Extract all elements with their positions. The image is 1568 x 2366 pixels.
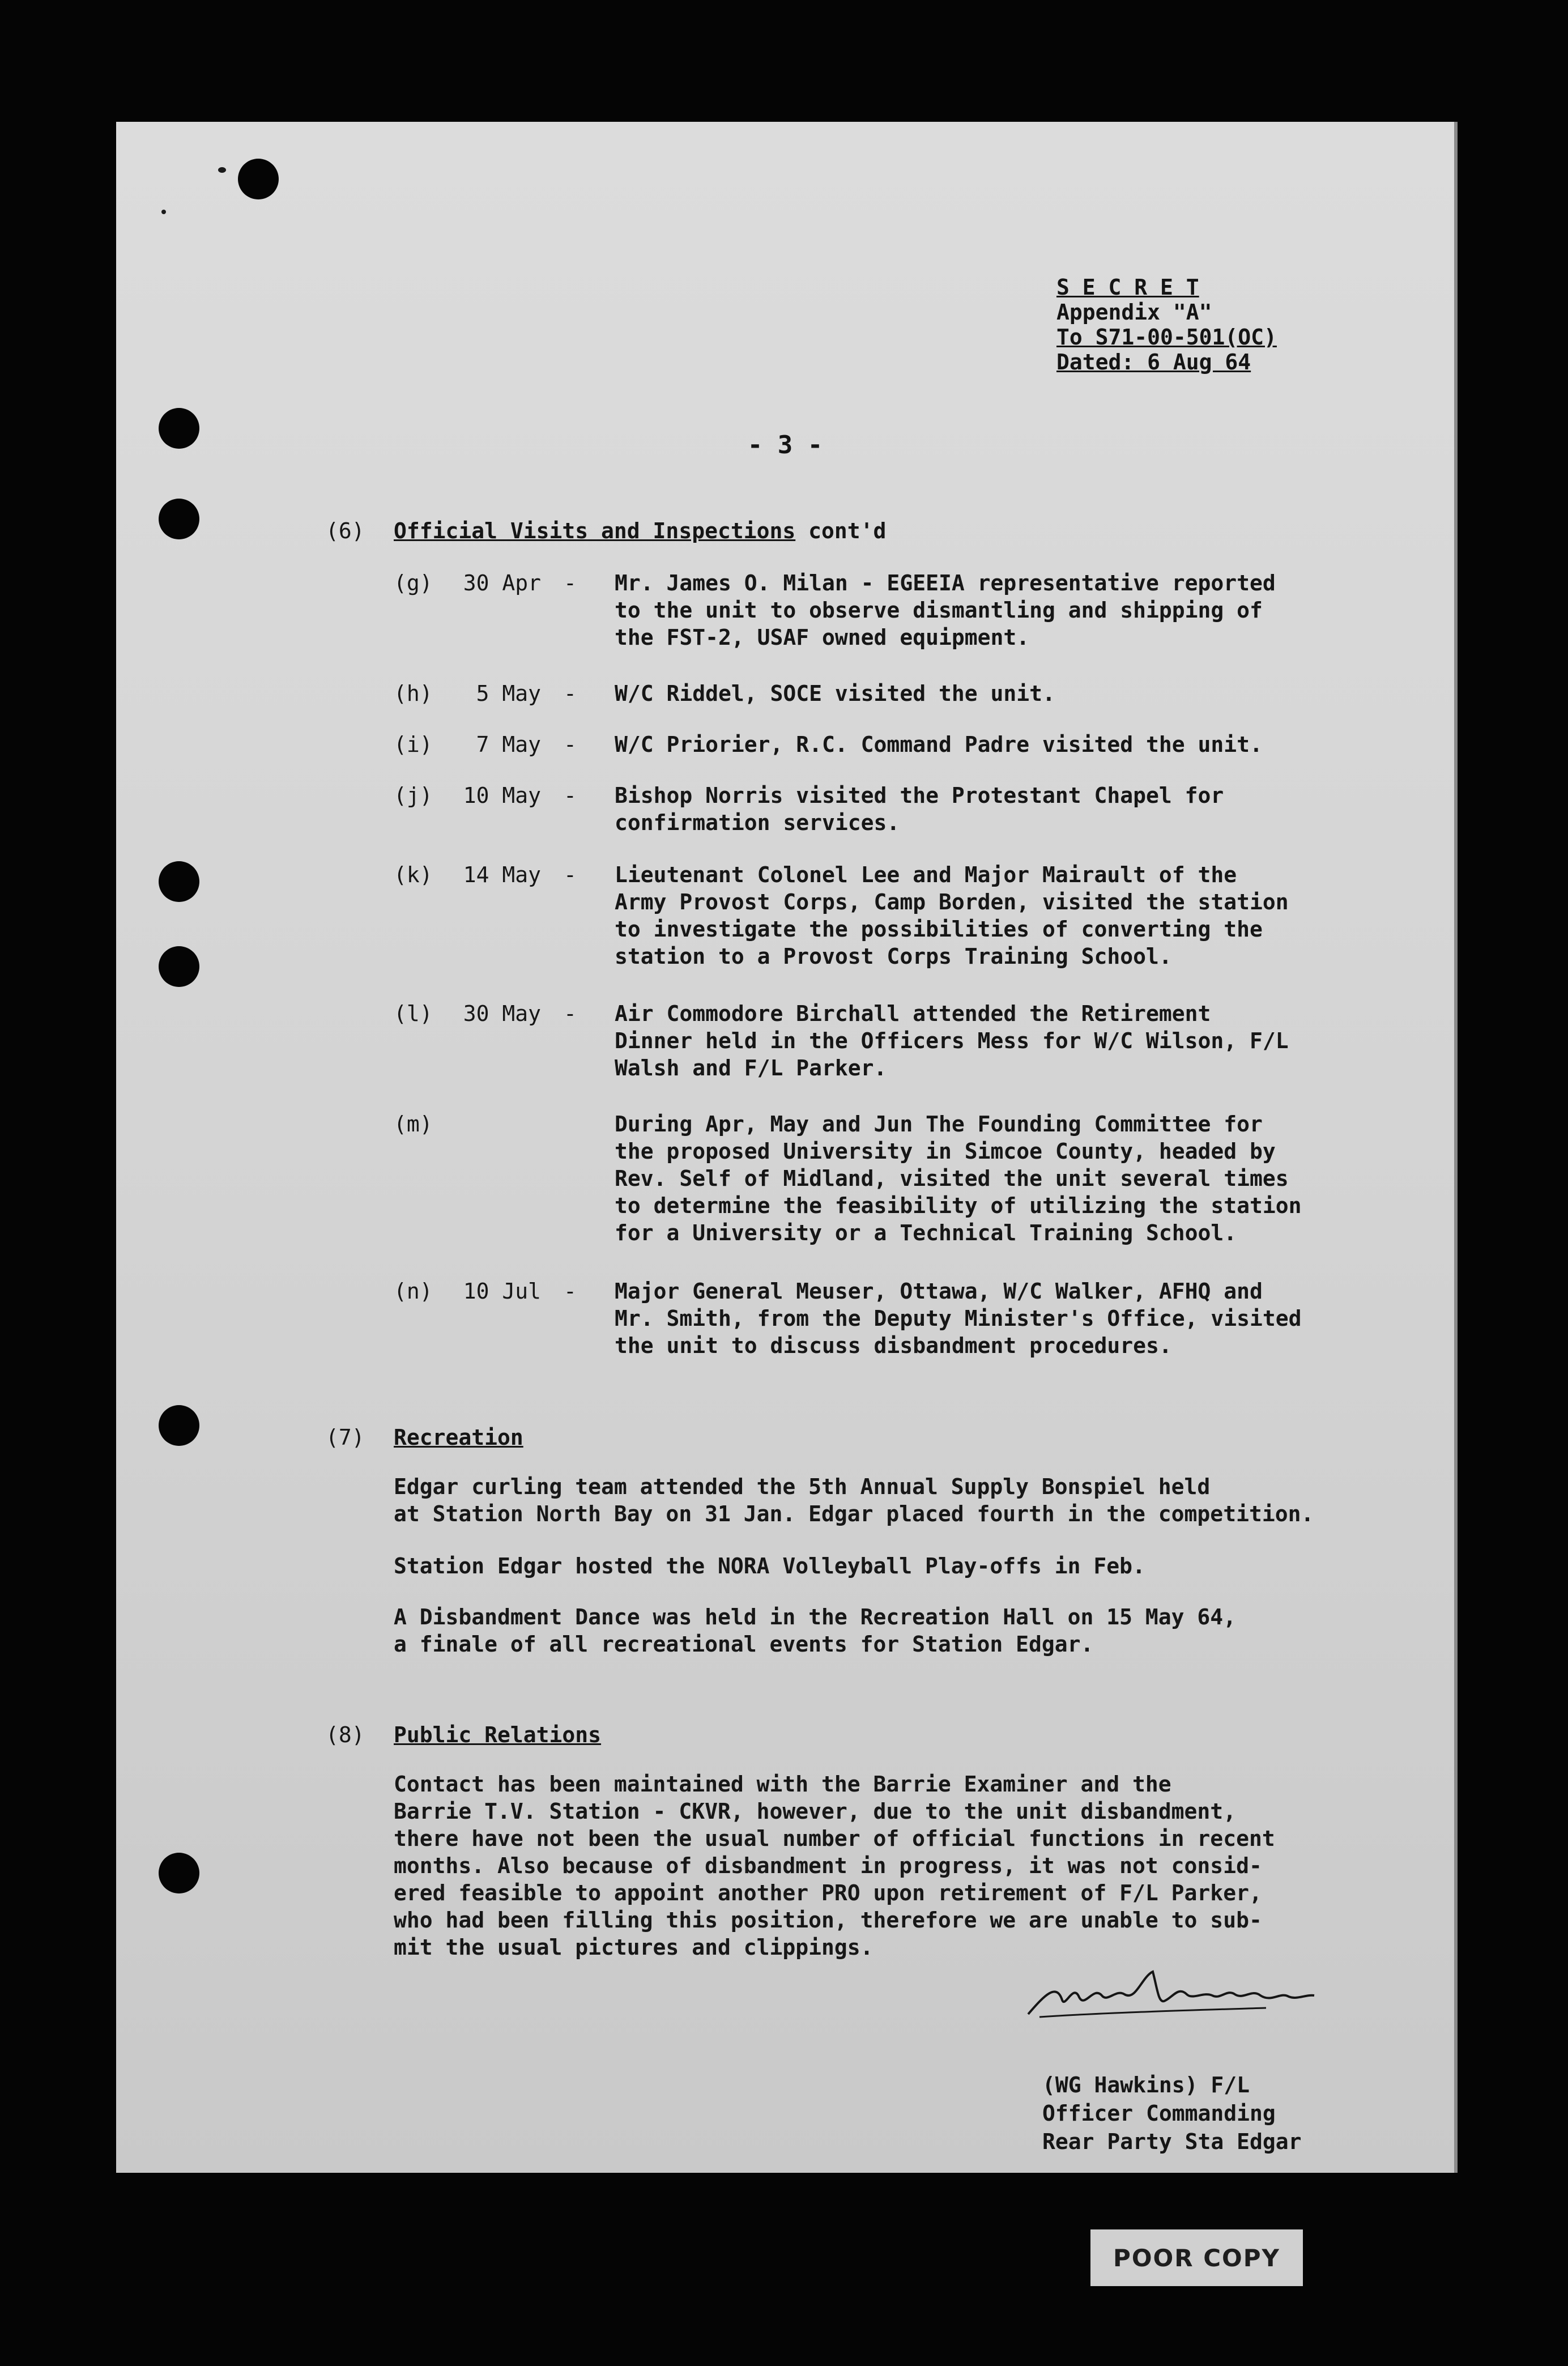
section-title: Recreation <box>394 1425 523 1450</box>
item-text: During Apr, May and Jun The Founding Committee for the proposed University in Simcoe County, headed by Rev. Self of Midland, visited the unit several times to determine the feasibility of utilizing the station for a University or a Technical Training School. <box>615 1112 1302 1245</box>
visit-item-n <box>394 1278 1447 1359</box>
item-text: Major General Meuser, Ottawa, W/C Walker, AFHQ and Mr. Smith, from the Deputy Minister's Office, visited the unit to discuss disbandment procedures. <box>615 1279 1302 1358</box>
section-title: Official Visits and Inspections <box>394 518 796 543</box>
punch-hole-1 <box>238 159 279 199</box>
item-date: 30 May <box>463 1001 541 1026</box>
section-public-relations-heading <box>326 1722 601 1747</box>
visit-item-i <box>394 731 1447 758</box>
punch-hole-7 <box>159 1853 199 1893</box>
item-letter: (m) <box>394 1112 433 1137</box>
item-letter: (l) <box>394 1001 433 1026</box>
item-date: 7 May <box>476 732 541 757</box>
visit-item-l <box>394 1000 1447 1082</box>
item-text: Bishop Norris visited the Protestant Chapel for confirmation services. <box>615 783 1224 835</box>
item-letter: (n) <box>394 1279 433 1304</box>
item-dash: - <box>564 681 577 706</box>
item-text: Air Commodore Birchall attended the Retirement Dinner held in the Officers Mess for W/C Wilson, F/L Walsh and F/L Parker. <box>615 1001 1289 1080</box>
item-text: Mr. James O. Milan - EGEEIA representative reported to the unit to observe dismantling and shipping of the FST-2, USAF owned equipment. <box>615 571 1276 650</box>
document-page <box>116 122 1458 2173</box>
ink-speck <box>218 167 226 173</box>
page-number: - 3 - <box>747 431 823 459</box>
section-suffix: cont'd <box>795 518 887 543</box>
document-date: Dated: 6 Aug 64 <box>1056 350 1251 375</box>
item-date: 30 Apr <box>463 571 541 595</box>
visit-item-m <box>394 1110 1447 1246</box>
punch-hole-4 <box>159 861 199 902</box>
item-dash: - <box>564 1279 577 1304</box>
item-date: 10 Jul <box>463 1279 541 1304</box>
section-number: (7) <box>326 1425 365 1450</box>
handwritten-signature <box>1022 1960 1317 2028</box>
recreation-paragraph-1: Edgar curling team attended the 5th Annual Supply Bonspiel held at Station North Bay on 31 Jan. Edgar placed fourth in the competition. <box>394 1474 1314 1526</box>
poor-copy-stamp: POOR COPY <box>1090 2229 1303 2286</box>
visit-item-g <box>394 569 1447 651</box>
item-letter: (k) <box>394 862 433 887</box>
section-number: (6) <box>326 518 365 543</box>
classification-label: S E C R E T <box>1056 275 1199 300</box>
item-letter: (g) <box>394 571 433 595</box>
signature-block: (WG Hawkins) F/L Officer Commanding Rear Party Sta Edgar <box>1042 2073 1302 2154</box>
item-date: 14 May <box>463 862 541 887</box>
visit-item-k <box>394 861 1447 970</box>
appendix-label: Appendix "A" <box>1056 300 1212 325</box>
item-dash: - <box>564 783 577 808</box>
signature-text: W G Hawkins <box>1164 1977 1168 1978</box>
visit-item-j <box>394 782 1447 836</box>
visit-item-h <box>394 680 1447 707</box>
punch-hole-3 <box>159 499 199 539</box>
section-official-visits-heading <box>326 518 886 543</box>
item-letter: (h) <box>394 681 433 706</box>
punch-hole-6 <box>159 1405 199 1446</box>
recreation-paragraph-3: A Disbandment Dance was held in the Recreation Hall on 15 May 64, a finale of all recreational events for Station Edgar. <box>394 1605 1237 1657</box>
section-title: Public Relations <box>394 1722 602 1747</box>
section-recreation-heading <box>326 1425 523 1450</box>
classification-header <box>1056 275 1442 375</box>
item-date: 10 May <box>463 783 541 808</box>
item-dash: - <box>564 1001 577 1026</box>
item-text: Lieutenant Colonel Lee and Major Mairault of the Army Provost Corps, Camp Borden, visited the station to investigate the possibilities of converting the station to a Provost Corps Training School. <box>615 862 1289 969</box>
item-text: W/C Riddel, SOCE visited the unit. <box>615 681 1055 706</box>
ink-speck <box>161 210 166 214</box>
section-number: (8) <box>326 1722 365 1747</box>
item-dash: - <box>564 732 577 757</box>
item-date: 5 May <box>476 681 541 706</box>
item-dash: - <box>564 862 577 887</box>
public-relations-paragraph: Contact has been maintained with the Barrie Examiner and the Barrie T.V. Station - CKVR, however, due to the unit disbandment, there have not been the usual number of official functions in recent months. Also because of disbandment in progress, it was not consid- ered feasible to appoint another PRO upon retirement of F/L Parker, who had been filling this position, therefore we are unable to sub- mit the usual pictures and clippings. <box>394 1772 1275 1960</box>
punch-hole-5 <box>159 946 199 987</box>
item-letter: (i) <box>394 732 433 757</box>
item-text: W/C Priorier, R.C. Command Padre visited the unit. <box>615 732 1263 757</box>
item-letter: (j) <box>394 783 433 808</box>
recreation-paragraph-2: Station Edgar hosted the NORA Volleyball Play-offs in Feb. <box>394 1554 1145 1578</box>
reference-number: To S71-00-501(OC) <box>1056 325 1277 350</box>
item-dash: - <box>564 571 577 595</box>
